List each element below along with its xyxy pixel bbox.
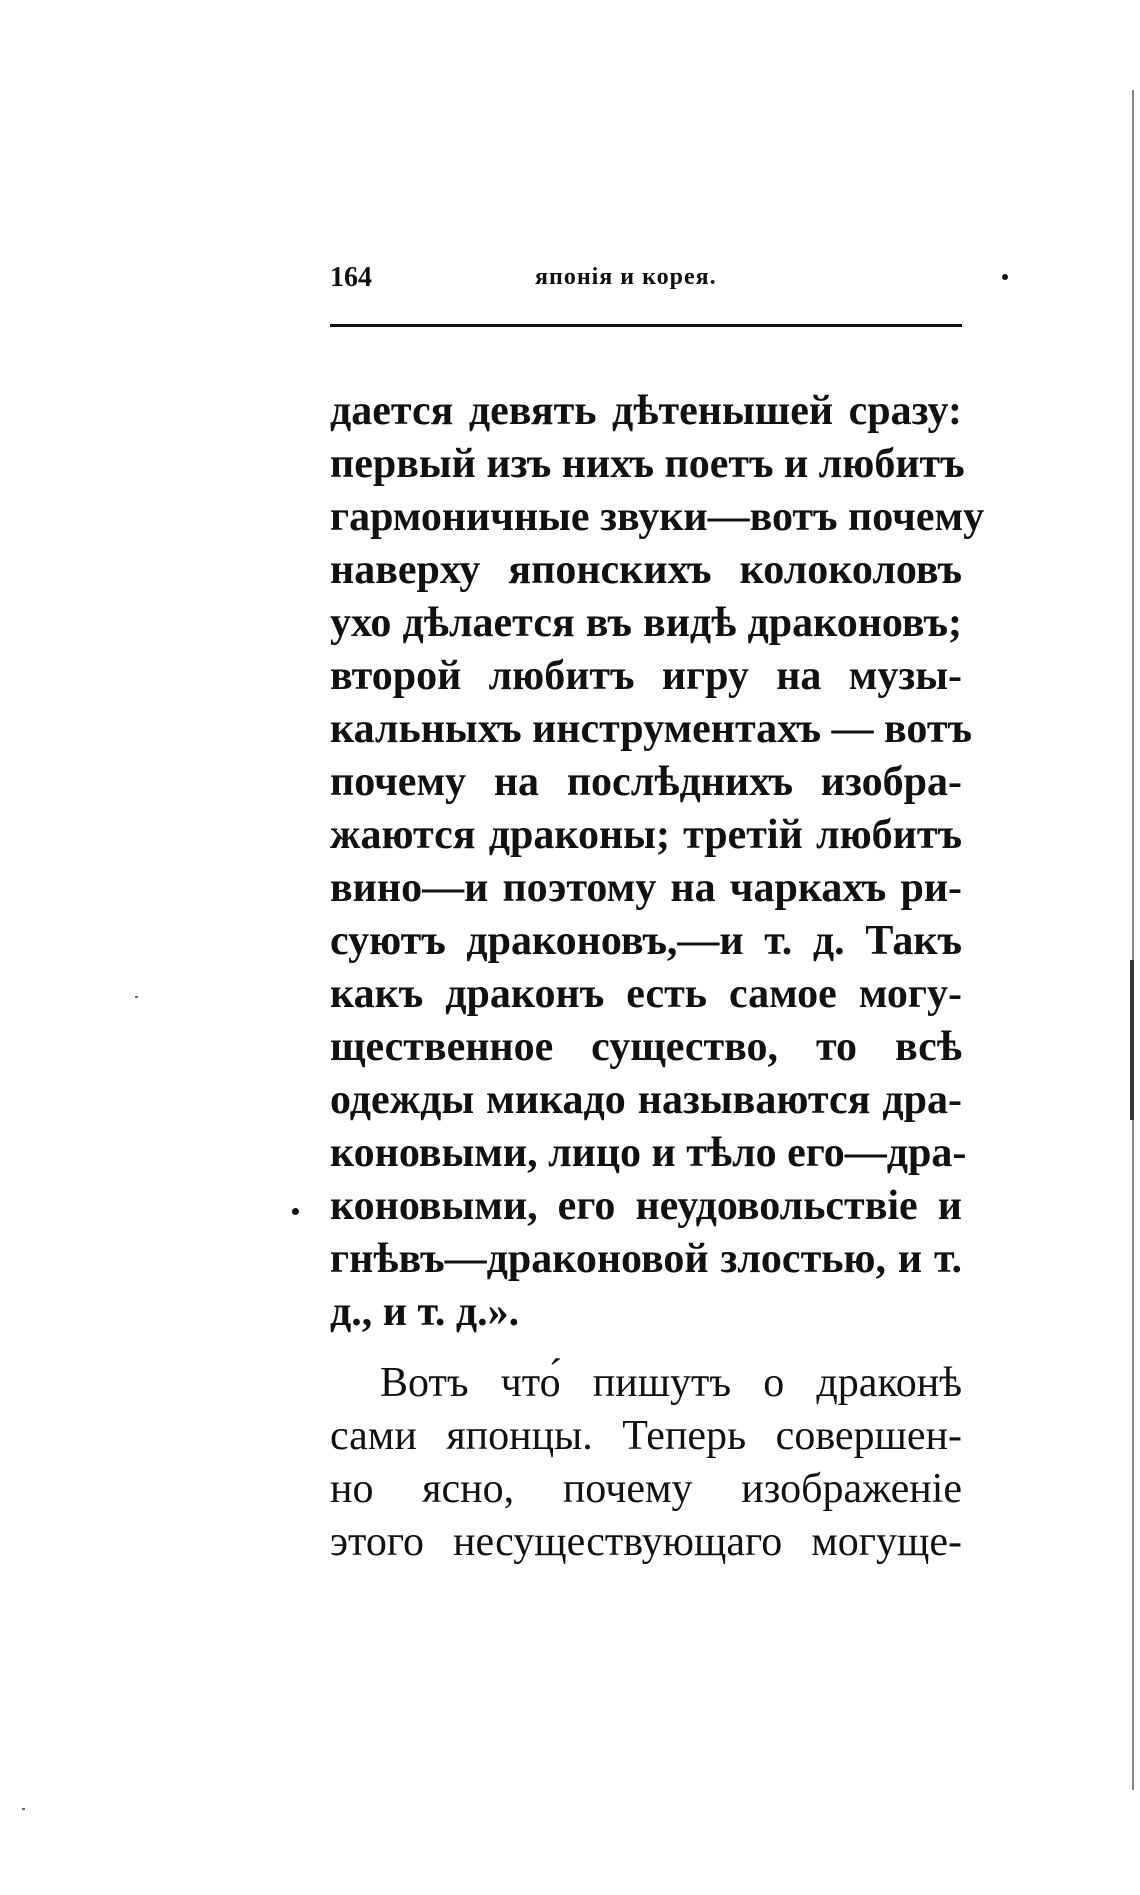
text-line: почему на послѣднихъ изобра-	[330, 759, 962, 805]
paragraph-2	[330, 1357, 962, 1569]
text-line: кальныхъ инструментахъ — вотъ	[330, 706, 972, 752]
text-line: наверху японскихъ колоколовъ	[330, 547, 962, 593]
text-line: сами японцы. Теперь совершен-	[330, 1413, 962, 1459]
body-text	[330, 385, 985, 1569]
text-line: д., и т. д.».	[330, 1289, 520, 1335]
text-line: жаются драконы; третій любитъ	[330, 812, 962, 858]
text-line: какъ драконъ есть самое могу-	[330, 971, 962, 1017]
margin-dot	[292, 1208, 299, 1215]
text-line: гнѣвъ—драконовой злостью, и т.	[330, 1236, 962, 1282]
page-number: 164	[330, 262, 372, 293]
header-dot	[1002, 274, 1008, 280]
text-line: Вотъ что́ пишутъ о драконѣ	[380, 1360, 962, 1406]
text-line: щественное существо, то всѣ	[330, 1024, 962, 1070]
header-rule	[330, 324, 962, 327]
text-line: этого несуществующаго могуще-	[330, 1519, 962, 1565]
text-line: коновыми, его неудовольствіе и	[330, 1183, 962, 1229]
text-line: одежды микадо называются дра-	[330, 1077, 962, 1123]
page-header	[330, 262, 992, 302]
text-line: гармоничные звуки—вотъ почему	[330, 494, 985, 540]
page-edge-shadow-dark	[1130, 960, 1134, 1120]
text-line: первый изъ нихъ поетъ и любитъ	[330, 441, 965, 487]
page-edge-shadow	[1132, 90, 1134, 1790]
scan-speck	[135, 996, 138, 998]
text-line: но ясно, почему изображеніе	[330, 1466, 962, 1512]
scan-speck	[22, 1808, 25, 1810]
text-line: ухо дѣлается въ видѣ драконовъ;	[330, 600, 962, 646]
paragraph-1	[330, 385, 985, 1339]
text-line: коновыми, лицо и тѣло его—дра-	[330, 1130, 967, 1176]
text-line: дается девять дѣтенышей сразу:	[330, 388, 962, 434]
text-line: суютъ драконовъ,—и т. д. Такъ	[330, 918, 962, 964]
running-title: японія и корея.	[535, 264, 717, 290]
text-line: второй любитъ игру на музы-	[330, 653, 962, 699]
text-line: вино—и поэтому на чаркахъ ри-	[330, 865, 962, 911]
